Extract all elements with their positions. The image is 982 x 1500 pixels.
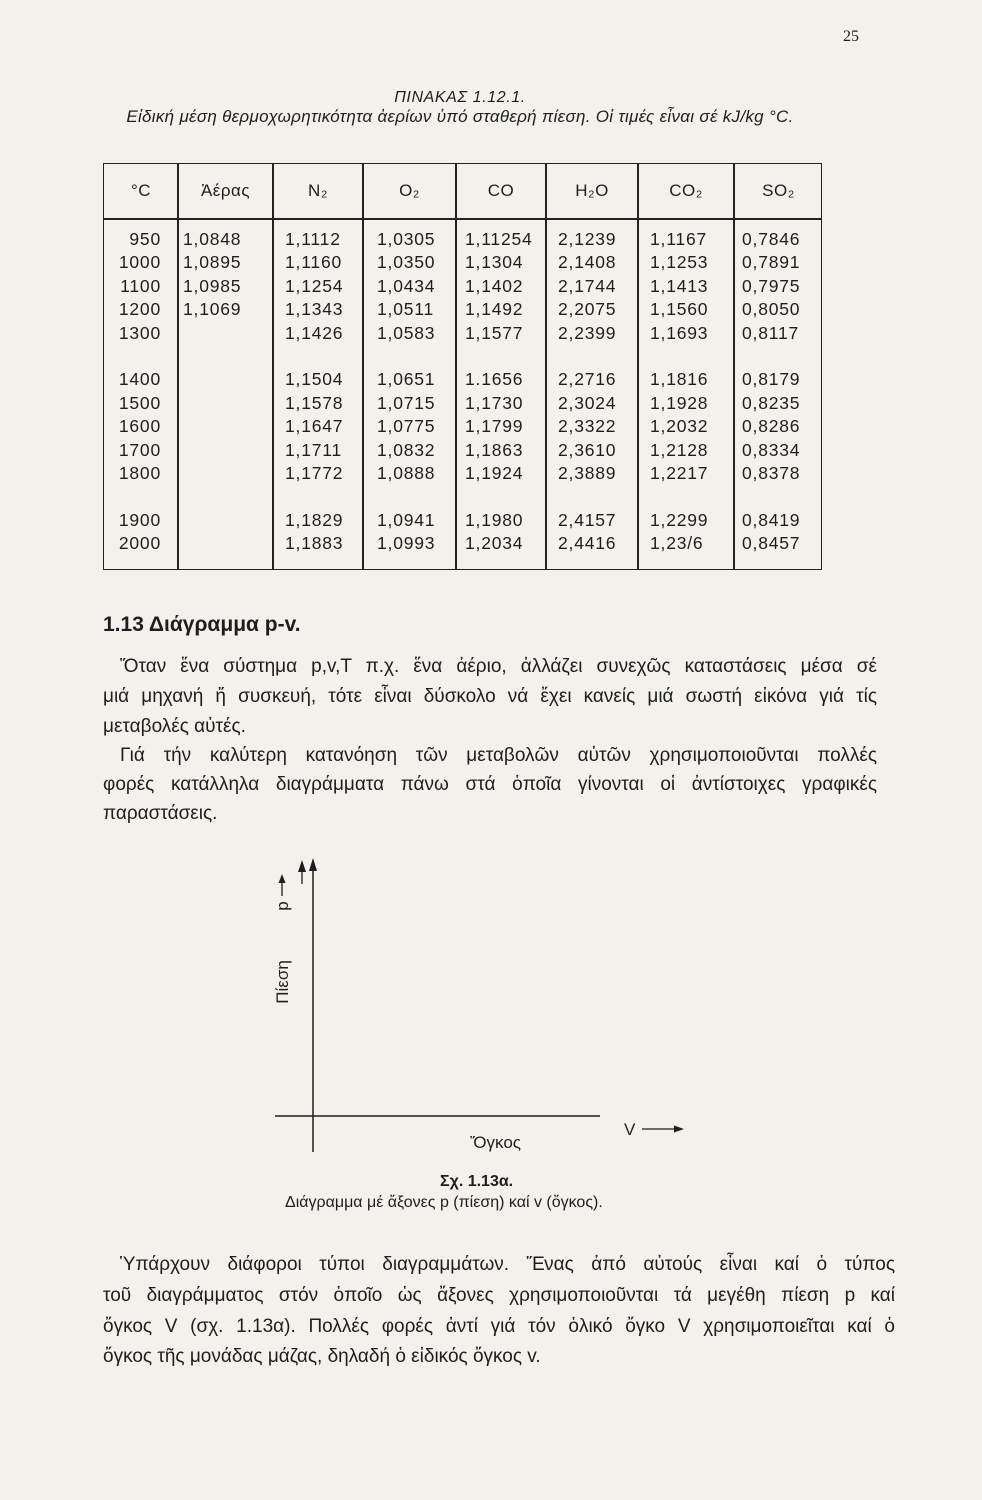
table-row	[104, 462, 823, 485]
temperature-cell: 1600	[118, 416, 161, 437]
y-axis-arrow-icon	[309, 858, 317, 871]
value-cell: 1,1304	[465, 252, 524, 273]
value-cell: 0,8050	[742, 299, 801, 320]
value-cell: 1,0888	[377, 462, 436, 483]
value-cell: 1,1112	[285, 229, 341, 249]
table-title: ΠΙΝΑΚΑΣ 1.12.1.	[394, 89, 526, 106]
header-n2: N₂	[308, 181, 328, 200]
temperature-cell: 1700	[118, 439, 161, 460]
figure-number: Σχ. 1.13α.	[440, 1173, 514, 1190]
value-cell: 1,1711	[285, 439, 343, 460]
x-axis-label: Ὄγκος	[470, 1133, 521, 1152]
value-cell: 1,1928	[650, 392, 709, 413]
value-cell: 1,0941	[377, 509, 436, 530]
x-axis-symbol: V	[624, 1120, 636, 1139]
value-cell: 2,1239	[558, 229, 617, 249]
value-cell: 1,2032	[650, 416, 709, 437]
value-cell	[178, 439, 273, 462]
value-cell	[178, 415, 273, 438]
value-cell: 2,3322	[558, 416, 617, 437]
value-cell: 1,2217	[650, 462, 709, 483]
paragraph-line: μεταβολές αὐτές.	[103, 716, 246, 737]
value-cell	[178, 532, 273, 555]
paragraph-line: τοῦ διαγράμματος στόν ὁποῖο ὡς ἄξονες χρησιμοποιοῦνται τά μεγέθη πίεση p καί	[103, 1285, 895, 1306]
value-cell: 0,8286	[742, 416, 801, 437]
value-cell: 0,8419	[742, 509, 801, 530]
value-cell	[178, 392, 273, 415]
value-cell	[178, 509, 273, 532]
value-cell: 1,1883	[285, 533, 344, 554]
section-heading: 1.13 Διάγραμμα p-v.	[103, 613, 301, 636]
header-co: CO	[487, 181, 515, 200]
value-cell: 1,0434	[377, 275, 436, 296]
value-cell: 1,1647	[285, 416, 344, 437]
value-cell: 0,8378	[742, 462, 801, 483]
value-cell: 1,1167	[650, 229, 708, 249]
temperature-cell: 1900	[118, 509, 161, 530]
table-row	[104, 509, 823, 532]
value-cell: 1,0350	[377, 252, 436, 273]
temperature-cell: 1000	[118, 252, 161, 273]
value-cell: 0,7891	[742, 252, 801, 273]
value-cell	[178, 322, 273, 345]
value-cell: 1,0832	[377, 439, 436, 460]
value-cell: 1,1402	[465, 275, 524, 296]
value-cell: 1,1504	[285, 369, 344, 390]
value-cell: 1,1924	[465, 462, 524, 483]
value-cell: 1,0775	[377, 416, 436, 437]
table-row	[104, 322, 823, 345]
paragraph-line: μιά μηχανή ἤ συσκευή, τότε εἶναι δύσκολο νά ἔχει κανείς μιά σωστή εἰκόνα γιά τίς	[103, 686, 877, 707]
value-cell: 1,1577	[465, 322, 524, 343]
value-cell	[178, 462, 273, 485]
temperature-cell: 1500	[118, 392, 161, 413]
header-divider	[104, 218, 821, 220]
table-row	[104, 439, 823, 462]
table-row	[104, 415, 823, 438]
value-cell: 1,0895	[183, 252, 242, 273]
value-cell: 1,1799	[465, 416, 524, 437]
page-number: 25	[843, 28, 859, 45]
value-cell: 2,2399	[558, 322, 617, 343]
table-caption: Εἰδική μέση θερμοχωρητικότητα ἀερίων ὑπό σταθερή πίεση. Οἱ τιμές εἶναι σέ kJ/kg °C.	[126, 107, 794, 126]
figure-caption: Διάγραμμα μέ ἄξονες p (πίεση) καί v (ὄγκος).	[285, 1194, 603, 1211]
paragraph-line: παραστάσεις.	[103, 803, 218, 824]
value-cell: 2,4157	[558, 509, 617, 530]
table-row	[104, 251, 823, 274]
value-cell: 1,1160	[285, 252, 343, 273]
paragraph-line: Γιά τήν καλύτερη κατανόηση τῶν μεταβολῶν αὐτῶν χρησιμοποιοῦνται πολλές	[120, 745, 877, 766]
value-cell: 2,2075	[558, 299, 617, 320]
value-cell: 1,0583	[377, 322, 436, 343]
value-cell: 2,4416	[558, 533, 617, 554]
paragraph-line: φορές κατάλληλα διαγράμματα πάνω στά ὁποῖα γίνονται οἱ ἀντίστοιχες γραφικές	[103, 774, 877, 795]
value-cell: 2,2716	[558, 369, 617, 390]
value-cell: 1,0305	[377, 229, 436, 249]
value-cell: 1,0715	[377, 392, 436, 413]
value-cell: 1,1492	[465, 299, 524, 320]
value-cell: 1,1254	[285, 275, 344, 296]
temperature-cell: 1200	[118, 299, 161, 320]
value-cell: 1,0848	[183, 229, 242, 249]
value-cell: 1,1560	[650, 299, 709, 320]
value-cell: 1,2034	[465, 533, 524, 554]
temperature-cell: 1400	[118, 369, 161, 390]
value-cell: 1,1980	[465, 509, 524, 530]
value-cell: 1,1816	[650, 369, 709, 390]
temperature-cell: 950	[129, 229, 161, 249]
value-cell: 2,1408	[558, 252, 617, 273]
temperature-cell: 1300	[118, 322, 161, 343]
header-temperature: °C	[130, 181, 152, 200]
value-cell: 1,1426	[285, 322, 344, 343]
paragraph-line: ὄγκος V (σχ. 1.13α). Πολλές φορές ἀντί γιά τόν ὁλικό ὄγκο V χρησιμοποιεῖται καί ὁ	[103, 1316, 895, 1337]
value-cell: 0,7975	[742, 275, 801, 296]
temperature-cell: 1100	[120, 275, 161, 296]
value-cell: 1,1578	[285, 392, 344, 413]
pv-diagram	[260, 850, 700, 1220]
value-cell: 1,1413	[650, 275, 709, 296]
value-cell: 0,8334	[742, 439, 801, 460]
temperature-cell: 2000	[118, 533, 161, 554]
paragraph-line: ὄγκος τῆς μονάδας μάζας, δηλαδή ὁ εἰδικός ὄγκος v.	[103, 1346, 541, 1367]
table-row	[104, 228, 823, 251]
table-row	[104, 532, 823, 555]
header-co2: CO₂	[669, 181, 703, 200]
value-cell: 0,7846	[742, 229, 801, 249]
table-row	[104, 368, 823, 391]
y-axis-label: Πίεση	[273, 960, 292, 1004]
value-cell: 1.1656	[465, 369, 524, 390]
table-body	[104, 228, 823, 555]
value-cell: 1,1069	[183, 299, 242, 320]
heat-capacity-table	[103, 163, 822, 570]
value-cell: 1,11254	[465, 229, 533, 249]
header-air: Ἀέρας	[200, 181, 251, 200]
value-cell: 0,8117	[742, 322, 800, 343]
header-h2o: H₂O	[575, 181, 609, 200]
pv-diagram-figure	[260, 850, 700, 1220]
value-cell: 1,1343	[285, 299, 344, 320]
y-axis-symbol: p	[273, 901, 292, 911]
pressure-arrow-icon	[279, 874, 286, 883]
value-cell: 1,2128	[650, 439, 709, 460]
value-cell: 1,23/6	[650, 533, 704, 554]
value-cell: 1,0985	[183, 275, 242, 296]
paragraph-line: Ὑπάρχουν διάφοροι τύποι διαγραμμάτων. Ἕνας ἀπό αὐτούς εἶναι καί ὁ τύπος	[120, 1254, 895, 1275]
value-cell: 1,1863	[465, 439, 524, 460]
value-cell	[178, 368, 273, 391]
y-axis-arrow-shadow-icon	[298, 860, 306, 872]
table-row	[104, 275, 823, 298]
header-o2: O₂	[399, 181, 420, 200]
value-cell: 1,1772	[285, 462, 344, 483]
value-cell: 2,3889	[558, 462, 617, 483]
table-row-group	[104, 509, 823, 556]
value-cell: 0,8457	[742, 533, 801, 554]
table-row-group	[104, 228, 823, 345]
value-cell: 1,1730	[465, 392, 524, 413]
volume-arrow-icon	[674, 1126, 684, 1133]
value-cell: 1,2299	[650, 509, 709, 530]
value-cell: 1,1253	[650, 252, 709, 273]
value-cell: 1,0993	[377, 533, 436, 554]
value-cell: 1,0651	[377, 369, 436, 390]
value-cell: 2,1744	[558, 275, 617, 296]
paragraph-line: Ὅταν ἕνα σύστημα p,v,T π.χ. ἕνα ἀέριο, ἀλλάζει συνεχῶς καταστάσεις μέσα σέ	[120, 656, 877, 677]
temperature-cell: 1800	[118, 462, 161, 483]
table-row	[104, 298, 823, 321]
table-row	[104, 392, 823, 415]
header-so2: SO₂	[762, 181, 795, 200]
value-cell: 2,3024	[558, 392, 617, 413]
table-row-group	[104, 368, 823, 485]
value-cell: 2,3610	[558, 439, 617, 460]
value-cell: 1,1829	[285, 509, 344, 530]
value-cell: 0,8235	[742, 392, 801, 413]
table-header-row	[104, 164, 823, 218]
value-cell: 1,0511	[377, 299, 435, 320]
value-cell: 1,1693	[650, 322, 709, 343]
value-cell: 0,8179	[742, 369, 801, 390]
